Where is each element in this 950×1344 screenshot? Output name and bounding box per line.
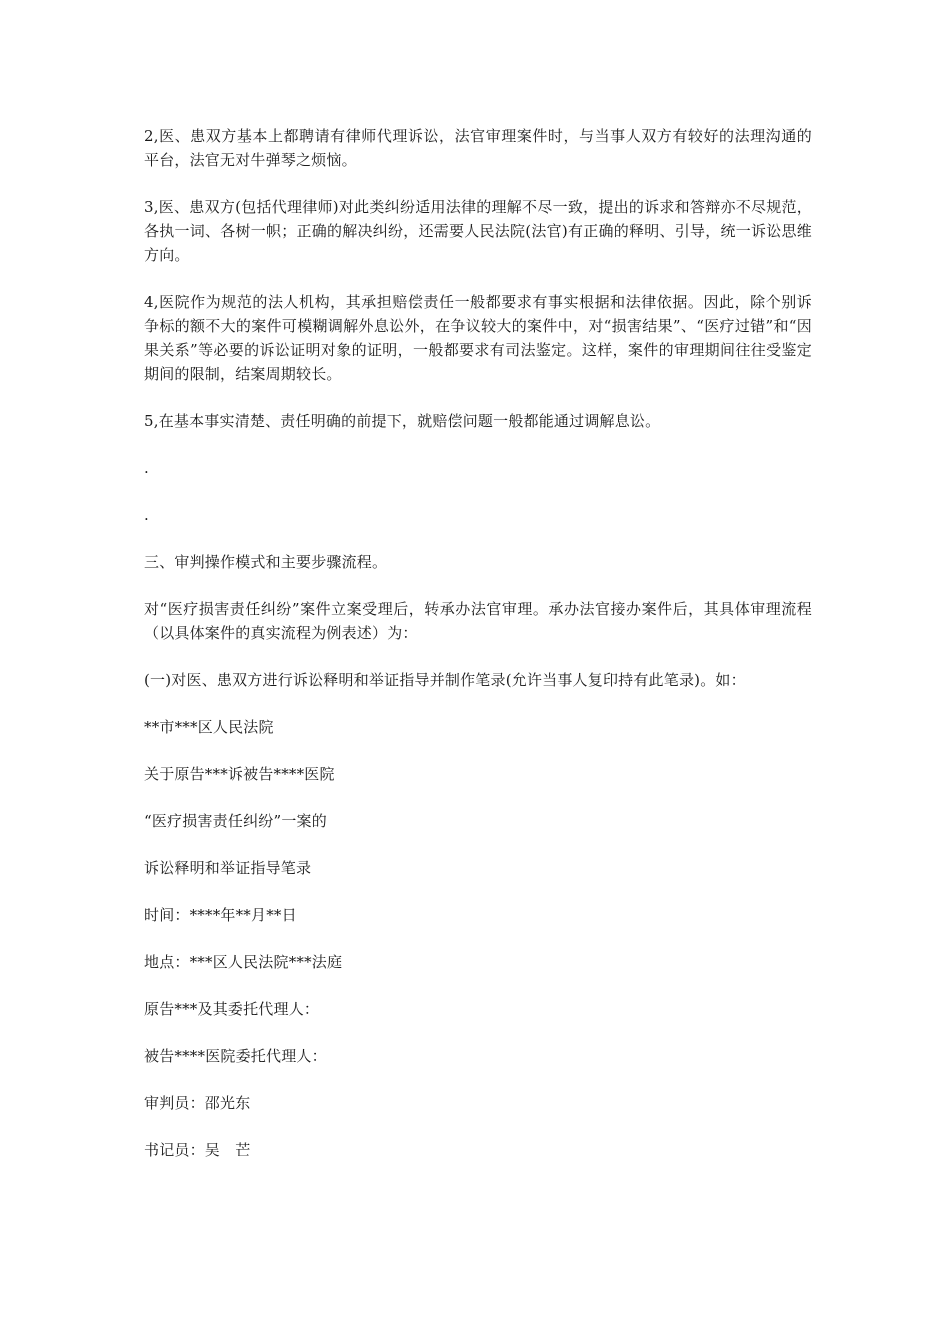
paragraph-step-1: (一)对医、患双方进行诉讼释明和举证指导并制作笔录(允许当事人复印持有此笔录)。如： (144, 671, 746, 689)
paragraph-point-3: 3,医、患双方(包括代理律师)对此类纠纷适用法律的理解不尽一致，提出的诉求和答辩亦不尽规范，各执一词、各树一帜；正确的解决纠纷，还需要人民法院(法官)有正确的释明、引导，统一诉讼思维方向。 (144, 198, 812, 264)
record-plaintiff: 原告***及其委托代理人： (144, 1000, 320, 1018)
record-defendant: 被告****医院委托代理人： (144, 1047, 327, 1065)
paragraph-point-2: 2,医、患双方基本上都聘请有律师代理诉讼，法官审理案件时，与当事人双方有较好的法理沟通的平台，法官无对牛弹琴之烦恼。 (144, 127, 812, 169)
record-judge: 审判员：邵光东 (144, 1094, 251, 1112)
record-time: 时间：****年**月**日 (144, 906, 297, 924)
section-heading: 三、审判操作模式和主要步骤流程。 (144, 553, 388, 571)
paragraph-procedure-intro: 对“医疗损害责任纠纷”案件立案受理后，转承办法官审理。承办法官接办案件后，其具体审理流程（以具体案件的真实流程为例表述）为： (144, 600, 812, 642)
case-parties: 关于原告***诉被告****医院 (144, 765, 335, 783)
record-location: 地点：***区人民法院***法庭 (144, 953, 343, 971)
record-title: 诉讼释明和举证指导笔录 (144, 859, 312, 877)
paragraph-point-5: 5,在基本事实清楚、责任明确的前提下，就赔偿问题一般都能通过调解息讼。 (144, 412, 661, 430)
separator-dot: . (144, 506, 149, 524)
paragraph-point-4: 4,医院作为规范的法人机构，其承担赔偿责任一般都要求有事实根据和法律依据。因此，除个别诉争标的额不大的案件可模糊调解外息讼外，在争议较大的案件中，对“损害结果”、“医疗过错”和“因果关系”等必要的诉讼证明对象的证明，一般都要求有司法鉴定。这样，案件的审理期间往往受鉴定期间的限制，结案周期较长。 (144, 293, 812, 383)
document-body (144, 124, 812, 1185)
record-clerk: 书记员：吴 芒 (144, 1141, 251, 1159)
separator-dot: . (144, 459, 149, 477)
court-name: **市***区人民法院 (144, 718, 274, 736)
case-type: “医疗损害责任纠纷”一案的 (144, 812, 327, 830)
